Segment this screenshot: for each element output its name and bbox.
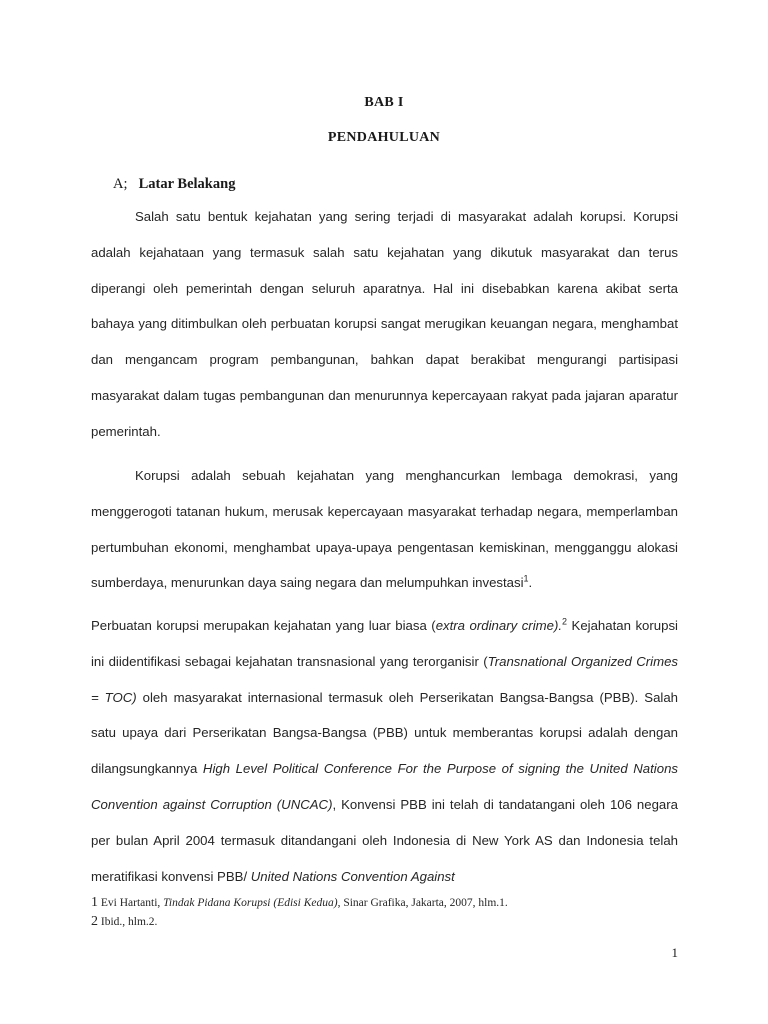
paragraph-3 [91,608,678,894]
section-title: Latar Belakang [138,176,236,192]
paragraph-2-text: Korupsi adalah sebuah kejahatan yang menghancurkan lembaga demokrasi, yang menggerogoti tatanan hukum, merusak kepercayaan masyarakat terhadap negara, memperlamban pertumbuhan ekonomi, menghambat upaya-upaya pengentasan kemiskinan, mengganggu alokasi sumberdaya, menurunkan daya saing negara dan melumpuhkan investasi [91,468,678,591]
paragraph-3-text-4: , Konvensi PBB ini telah di tandatangani oleh 106 negara per bulan April 2004 termasuk ditandangani oleh Indonesia di New York AS dan Indonesia telah meratifikasi konvensi PBB/ [91,796,678,884]
footnote-2-number: 2 [91,914,98,929]
paragraph-2-end: . [528,575,533,591]
paragraph-3-text-3: oleh masyarakat internasional termasuk oleh Perserikatan Bangsa-Bangsa (PBB). Salah satu upaya dari Perserikatan Bangsa-Bangsa (PBB) untuk memberantas korupsi adalah dengan dilangsungkannya [91,689,679,777]
footnote-1-rest: , Sinar Grafika, Jakarta, 2007, hlm.1. [337,897,508,909]
page-number: 1 [671,945,678,960]
paragraph-3-italic-1: extra ordinary crime). [435,618,562,633]
paragraph-3-italic-2: Transnational Organized Crimes = TOC) [91,653,678,705]
footnote-1 [91,895,508,911]
paragraph-3-block [91,608,678,894]
paragraph-3-italic-3: High Level Political Conference For the Purpose of signing the United Nations Convention against Corruption (UNCAC) [91,761,678,812]
footnote-ref-1: 1 [523,574,529,584]
footnote-ref-2: 2 [562,616,568,627]
chapter-number: BAB I [364,95,404,110]
paragraph-1: Salah satu bentuk kejahatan yang sering terjadi di masyarakat adalah korupsi. Korupsi adalah kejahataan yang termasuk salah satu kejahatan yang dikutuk masyarakat dan terus diperangi oleh pemerintah dengan seluruh aparatnya. Hal ini disebabkan karena akibat serta bahaya yang ditimbulkan oleh perbuatan korupsi sangat merugikan keuangan negara, menghambat dan mengancam program pembangunan, bahkan dapat berakibat mengurangi partisipasi masyarakat dalam tugas pembangunan dan menurunnya kepercayaan rakyat pada jajaran aparatur pemerintah. [91,209,678,439]
section-marker: A; [113,176,128,192]
section-heading [113,176,235,193]
footnote-1-title: Tindak Pidana Korupsi (Edisi Kedua) [163,897,338,909]
paragraph-3-text-1: Perbuatan korupsi merupakan kejahatan yang luar biasa ( [91,618,436,633]
paragraph-2 [91,458,678,601]
paragraph-3-text-2: Kejahatan korupsi ini diidentifikasi sebagai kejahatan transnasional yang terorganisir ( [91,618,678,669]
footnote-1-author: Evi Hartanti, [98,897,164,909]
chapter-title: PENDAHULUAN [327,130,441,145]
footnote-2-rest: Ibid., hlm.2. [98,916,158,928]
paragraph-3-italic-4: United Nations Convention Against [250,868,455,884]
paragraph-2-block [91,458,678,601]
footnote-2 [91,914,157,930]
paragraph-1-block [91,199,678,450]
footnote-1-number: 1 [91,895,98,910]
